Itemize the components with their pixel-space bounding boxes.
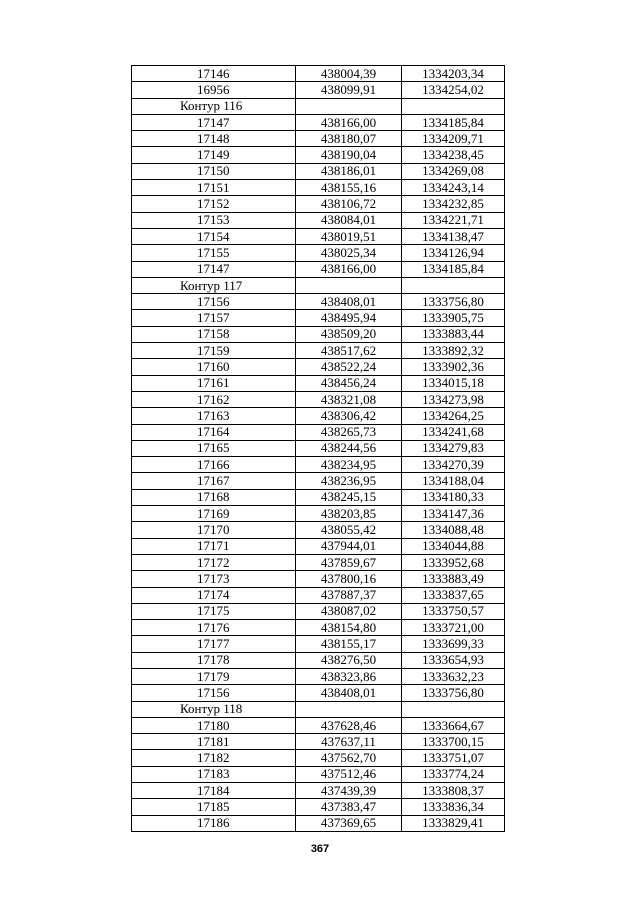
x-coordinate-cell: 438155,16 [296, 180, 402, 196]
table-row [132, 440, 505, 456]
table-row [132, 636, 505, 652]
x-coordinate-cell: 438408,01 [296, 294, 402, 310]
table-row [132, 228, 505, 244]
y-coordinate-cell: 1334232,85 [402, 196, 505, 212]
table-row [132, 750, 505, 766]
table-row [132, 310, 505, 326]
table-row [132, 424, 505, 440]
x-coordinate-cell: 437383,47 [296, 799, 402, 815]
table-row [132, 196, 505, 212]
table-row [132, 261, 505, 277]
y-coordinate-cell: 1333808,37 [402, 783, 505, 799]
table-row [132, 326, 505, 342]
point-id-cell: 17176 [132, 620, 296, 636]
x-coordinate-cell: 438106,72 [296, 196, 402, 212]
x-coordinate-cell: 438180,07 [296, 131, 402, 147]
point-id-cell: 17184 [132, 783, 296, 799]
y-coordinate-cell: 1334044,88 [402, 538, 505, 554]
point-id-cell: 17157 [132, 310, 296, 326]
table-row [132, 131, 505, 147]
x-coordinate-cell: 437512,46 [296, 766, 402, 782]
y-coordinate-cell: 1333699,33 [402, 636, 505, 652]
point-id-cell: 17175 [132, 603, 296, 619]
point-id-cell: 17182 [132, 750, 296, 766]
point-id-cell: 17152 [132, 196, 296, 212]
x-coordinate-cell: 438456,24 [296, 375, 402, 391]
y-coordinate-cell: 1334221,71 [402, 212, 505, 228]
table-row [132, 212, 505, 228]
point-id-cell: 17156 [132, 294, 296, 310]
x-coordinate-cell: 438166,00 [296, 261, 402, 277]
table-row [132, 180, 505, 196]
y-coordinate-cell: 1334147,36 [402, 506, 505, 522]
point-id-cell: 17181 [132, 734, 296, 750]
point-id-cell: 17155 [132, 245, 296, 261]
point-id-cell: 17163 [132, 408, 296, 424]
x-coordinate-cell: 438004,39 [296, 66, 402, 82]
x-coordinate-cell: 437628,46 [296, 717, 402, 733]
x-coordinate-cell: 438099,91 [296, 82, 402, 98]
y-coordinate-cell: 1333721,00 [402, 620, 505, 636]
y-coordinate-cell: 1334185,84 [402, 114, 505, 130]
point-id-cell: 17186 [132, 815, 296, 831]
point-id-cell: 16956 [132, 82, 296, 98]
x-coordinate-cell: 437562,70 [296, 750, 402, 766]
table-row [132, 375, 505, 391]
y-coordinate-cell: 1334138,47 [402, 228, 505, 244]
y-coordinate-cell: 1333750,57 [402, 603, 505, 619]
y-coordinate-cell: 1334243,14 [402, 180, 505, 196]
x-coordinate-cell: 438186,01 [296, 163, 402, 179]
contour-header-row [132, 701, 505, 717]
x-coordinate-cell: 438190,04 [296, 147, 402, 163]
empty-cell [296, 701, 402, 717]
x-coordinate-cell: 438517,62 [296, 343, 402, 359]
y-coordinate-cell: 1333756,80 [402, 685, 505, 701]
x-coordinate-cell: 437859,67 [296, 554, 402, 570]
table-row [132, 571, 505, 587]
point-id-cell: 17169 [132, 506, 296, 522]
y-coordinate-cell: 1333751,07 [402, 750, 505, 766]
point-id-cell: 17151 [132, 180, 296, 196]
x-coordinate-cell: 438154,80 [296, 620, 402, 636]
point-id-cell: 17159 [132, 343, 296, 359]
x-coordinate-cell: 438166,00 [296, 114, 402, 130]
table-row [132, 66, 505, 82]
point-id-cell: 17146 [132, 66, 296, 82]
table-row [132, 163, 505, 179]
empty-cell [402, 98, 505, 114]
table-row [132, 603, 505, 619]
y-coordinate-cell: 1334126,94 [402, 245, 505, 261]
x-coordinate-cell: 437439,39 [296, 783, 402, 799]
x-coordinate-cell: 438244,56 [296, 440, 402, 456]
x-coordinate-cell: 437369,65 [296, 815, 402, 831]
point-id-cell: 17177 [132, 636, 296, 652]
table-row [132, 554, 505, 570]
x-coordinate-cell: 438055,42 [296, 522, 402, 538]
table-row [132, 783, 505, 799]
y-coordinate-cell: 1334279,83 [402, 440, 505, 456]
point-id-cell: 17166 [132, 457, 296, 473]
table-row [132, 734, 505, 750]
point-id-cell: 17147 [132, 261, 296, 277]
table-row [132, 506, 505, 522]
x-coordinate-cell: 438234,95 [296, 457, 402, 473]
empty-cell [402, 701, 505, 717]
x-coordinate-cell: 438155,17 [296, 636, 402, 652]
contour-label: Контур 117 [132, 277, 296, 293]
y-coordinate-cell: 1334203,34 [402, 66, 505, 82]
y-coordinate-cell: 1334254,02 [402, 82, 505, 98]
x-coordinate-cell: 438323,86 [296, 668, 402, 684]
point-id-cell: 17147 [132, 114, 296, 130]
point-id-cell: 17156 [132, 685, 296, 701]
y-coordinate-cell: 1334241,68 [402, 424, 505, 440]
x-coordinate-cell: 438236,95 [296, 473, 402, 489]
table-row [132, 652, 505, 668]
y-coordinate-cell: 1334180,33 [402, 489, 505, 505]
point-id-cell: 17168 [132, 489, 296, 505]
x-coordinate-cell: 438084,01 [296, 212, 402, 228]
table-row [132, 147, 505, 163]
table-row [132, 359, 505, 375]
point-id-cell: 17172 [132, 554, 296, 570]
y-coordinate-cell: 1333892,32 [402, 343, 505, 359]
table-row [132, 391, 505, 407]
y-coordinate-cell: 1333952,68 [402, 554, 505, 570]
point-id-cell: 17179 [132, 668, 296, 684]
y-coordinate-cell: 1333883,44 [402, 326, 505, 342]
table-row [132, 473, 505, 489]
y-coordinate-cell: 1334015,18 [402, 375, 505, 391]
table-row [132, 815, 505, 831]
x-coordinate-cell: 438321,08 [296, 391, 402, 407]
point-id-cell: 17183 [132, 766, 296, 782]
point-id-cell: 17164 [132, 424, 296, 440]
contour-label: Контур 118 [132, 701, 296, 717]
point-id-cell: 17160 [132, 359, 296, 375]
table-row [132, 114, 505, 130]
point-id-cell: 17162 [132, 391, 296, 407]
table-row [132, 587, 505, 603]
table-row [132, 668, 505, 684]
y-coordinate-cell: 1334238,45 [402, 147, 505, 163]
x-coordinate-cell: 437944,01 [296, 538, 402, 554]
y-coordinate-cell: 1333654,93 [402, 652, 505, 668]
x-coordinate-cell: 438087,02 [296, 603, 402, 619]
y-coordinate-cell: 1334185,84 [402, 261, 505, 277]
x-coordinate-cell: 438495,94 [296, 310, 402, 326]
y-coordinate-cell: 1333902,36 [402, 359, 505, 375]
x-coordinate-cell: 438522,24 [296, 359, 402, 375]
y-coordinate-cell: 1334273,98 [402, 391, 505, 407]
y-coordinate-cell: 1333905,75 [402, 310, 505, 326]
point-id-cell: 17150 [132, 163, 296, 179]
x-coordinate-cell: 438025,34 [296, 245, 402, 261]
x-coordinate-cell: 438306,42 [296, 408, 402, 424]
x-coordinate-cell: 438265,73 [296, 424, 402, 440]
table-row [132, 717, 505, 733]
x-coordinate-cell: 437887,37 [296, 587, 402, 603]
point-id-cell: 17158 [132, 326, 296, 342]
y-coordinate-cell: 1334188,04 [402, 473, 505, 489]
point-id-cell: 17148 [132, 131, 296, 147]
y-coordinate-cell: 1333883,49 [402, 571, 505, 587]
y-coordinate-cell: 1334264,25 [402, 408, 505, 424]
x-coordinate-cell: 438245,15 [296, 489, 402, 505]
point-id-cell: 17180 [132, 717, 296, 733]
table-row [132, 538, 505, 554]
point-id-cell: 17149 [132, 147, 296, 163]
empty-cell [296, 98, 402, 114]
table-row [132, 245, 505, 261]
point-id-cell: 17167 [132, 473, 296, 489]
point-id-cell: 17174 [132, 587, 296, 603]
table-row [132, 457, 505, 473]
point-id-cell: 17185 [132, 799, 296, 815]
table-row [132, 408, 505, 424]
y-coordinate-cell: 1334209,71 [402, 131, 505, 147]
empty-cell [402, 277, 505, 293]
y-coordinate-cell: 1334270,39 [402, 457, 505, 473]
coordinates-table-body [132, 66, 505, 832]
point-id-cell: 17165 [132, 440, 296, 456]
table-row [132, 294, 505, 310]
empty-cell [296, 277, 402, 293]
y-coordinate-cell: 1333829,41 [402, 815, 505, 831]
table-row [132, 343, 505, 359]
point-id-cell: 17170 [132, 522, 296, 538]
x-coordinate-cell: 438408,01 [296, 685, 402, 701]
table-row [132, 620, 505, 636]
y-coordinate-cell: 1334269,08 [402, 163, 505, 179]
x-coordinate-cell: 438203,85 [296, 506, 402, 522]
table-row [132, 766, 505, 782]
contour-header-row [132, 277, 505, 293]
table-row [132, 489, 505, 505]
point-id-cell: 17178 [132, 652, 296, 668]
point-id-cell: 17154 [132, 228, 296, 244]
x-coordinate-cell: 437800,16 [296, 571, 402, 587]
table-row [132, 522, 505, 538]
page-number: 367 [310, 843, 330, 855]
table-row [132, 82, 505, 98]
x-coordinate-cell: 438276,50 [296, 652, 402, 668]
y-coordinate-cell: 1334088,48 [402, 522, 505, 538]
y-coordinate-cell: 1333836,34 [402, 799, 505, 815]
y-coordinate-cell: 1333756,80 [402, 294, 505, 310]
contour-label: Контур 116 [132, 98, 296, 114]
y-coordinate-cell: 1333632,23 [402, 668, 505, 684]
table-row [132, 799, 505, 815]
point-id-cell: 17153 [132, 212, 296, 228]
y-coordinate-cell: 1333700,15 [402, 734, 505, 750]
table-row [132, 685, 505, 701]
y-coordinate-cell: 1333837,65 [402, 587, 505, 603]
y-coordinate-cell: 1333774,24 [402, 766, 505, 782]
x-coordinate-cell: 438509,20 [296, 326, 402, 342]
y-coordinate-cell: 1333664,67 [402, 717, 505, 733]
x-coordinate-cell: 438019,51 [296, 228, 402, 244]
point-id-cell: 17171 [132, 538, 296, 554]
point-id-cell: 17161 [132, 375, 296, 391]
x-coordinate-cell: 437637,11 [296, 734, 402, 750]
point-id-cell: 17173 [132, 571, 296, 587]
contour-header-row [132, 98, 505, 114]
coordinates-table [131, 65, 505, 832]
